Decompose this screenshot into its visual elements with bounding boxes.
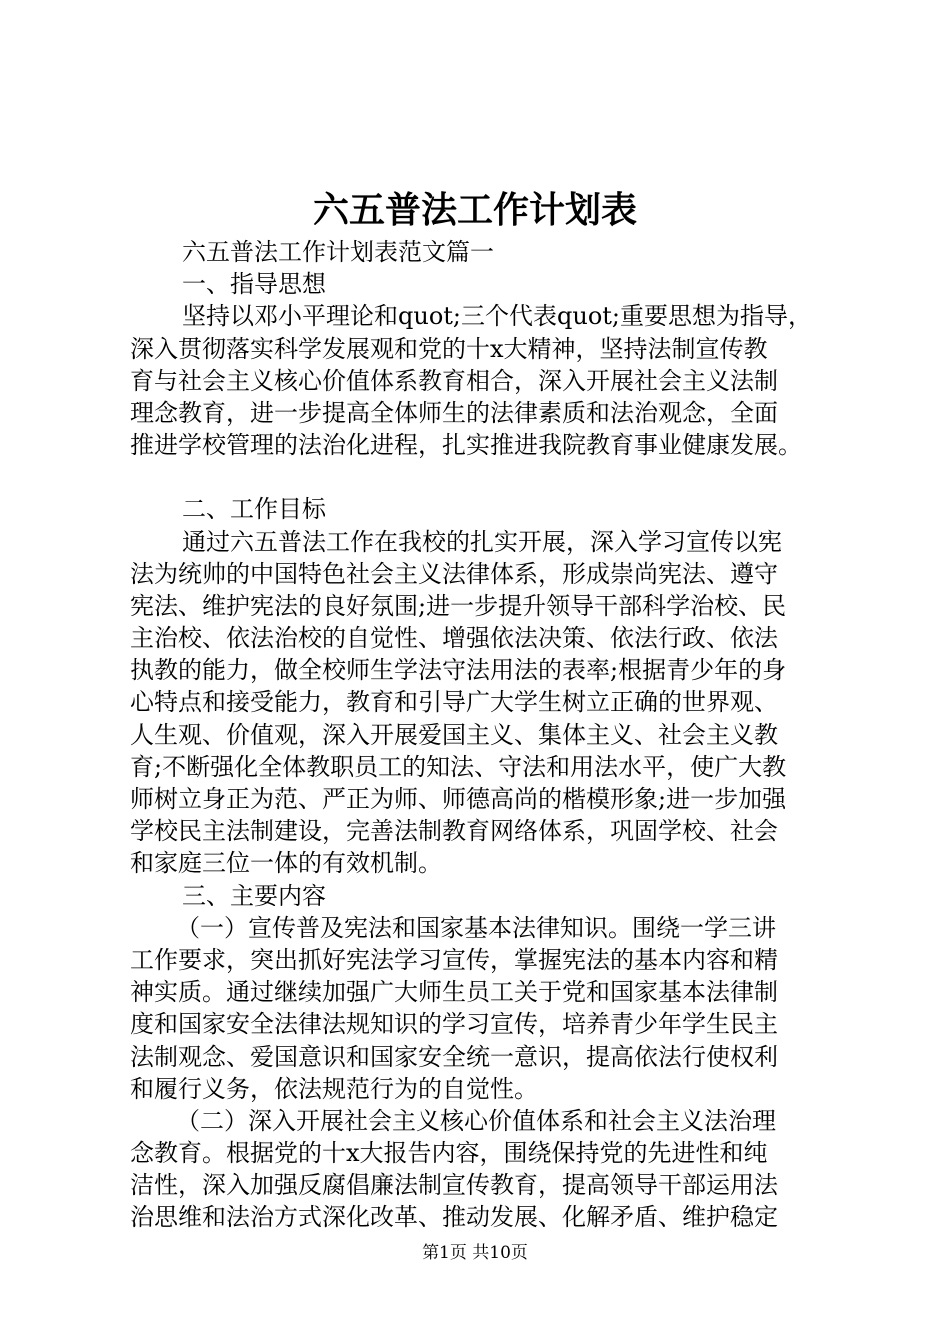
paragraph-line: 法制观念、爱国意识和国家安全统一意识，提高依法行使权利 [130,1042,778,1071]
section-3-heading: 三、主要内容 [182,881,326,910]
document-body [130,236,850,1234]
subtitle: 六五普法工作计划表范文篇一 [182,238,494,266]
paragraph-line: 理念教育，进一步提高全体师生的法律素质和法治观念，全面 [130,398,778,427]
paragraph-line: 法为统帅的中国特色社会主义法律体系，形成崇尚宪法、遵守 [130,559,778,588]
paragraph-line: 师树立身正为范、严正为师、师德高尚的楷模形象;进一步加强 [130,785,787,813]
blank-line [130,461,850,493]
paragraph-line: 工作要求，突出抓好宪法学习宣传，掌握宪法的基本内容和精 [130,945,778,974]
section-2-heading: 二、工作目标 [182,495,326,524]
page-title: 六五普法工作计划表 [312,189,637,231]
page-footer: 第1页 共10页 [422,1243,528,1263]
paragraph-line: 坚持以邓小平理论和quot;三个代表quot;重要思想为指导， [182,302,812,331]
paragraph-line: 宪法、维护宪法的良好氛围;进一步提升领导干部科学治校、民 [130,591,787,620]
section-1-heading: 一、指导思想 [182,270,326,299]
paragraph-line: 学校民主法制建设，完善法制教育网络体系，巩固学校、社会 [130,817,778,846]
paragraph-line: 育;不断强化全体教职员工的知法、守法和用法水平，使广大教 [130,752,787,781]
paragraph-line: 推进学校管理的法治化进程，扎实推进我院教育事业健康发展。 [130,431,802,460]
paragraph-line: 和履行义务，依法规范行为的自觉性。 [130,1074,538,1103]
paragraph-line: 神实质。通过继续加强广大师生员工关于党和国家基本法律制 [130,978,778,1007]
paragraph-line: 深入贯彻落实科学发展观和党的十x大精神，坚持法制宣传教 [130,334,768,363]
paragraph-line: （二）深入开展社会主义核心价值体系和社会主义法治理 [176,1106,776,1135]
paragraph-line: 和家庭三位一体的有效机制。 [130,849,442,878]
paragraph-line: 心特点和接受能力，教育和引导广大学生树立正确的世界观、 [130,688,778,717]
paragraph-line: 度和国家安全法律法规知识的学习宣传，培养青少年学生民主 [130,1010,778,1039]
paragraph-line: 执教的能力，做全校师生学法守法用法的表率;根据青少年的身 [130,656,787,685]
paragraph-line: 人生观、价值观，深入开展爱国主义、集体主义、社会主义教 [130,720,778,749]
paragraph-line: 主治校、依法治校的自觉性、增强依法决策、依法行政、依法 [130,624,778,653]
paragraph-line: 念教育。根据党的十x大报告内容，围绕保持党的先进性和纯 [130,1139,768,1168]
paragraph-line: 通过六五普法工作在我校的扎实开展，深入学习宣传以宪 [182,527,782,556]
paragraph-line: （一）宣传普及宪法和国家基本法律知识。围绕一学三讲 [176,913,776,942]
paragraph-line: 治思维和法治方式深化改革、推动发展、化解矛盾、维护稳定 [130,1203,778,1232]
paragraph-line: 洁性，深入加强反腐倡廉法制宣传教育，提高领导干部运用法 [130,1171,778,1200]
paragraph-line: 育与社会主义核心价值体系教育相合，深入开展社会主义法制 [130,366,778,395]
